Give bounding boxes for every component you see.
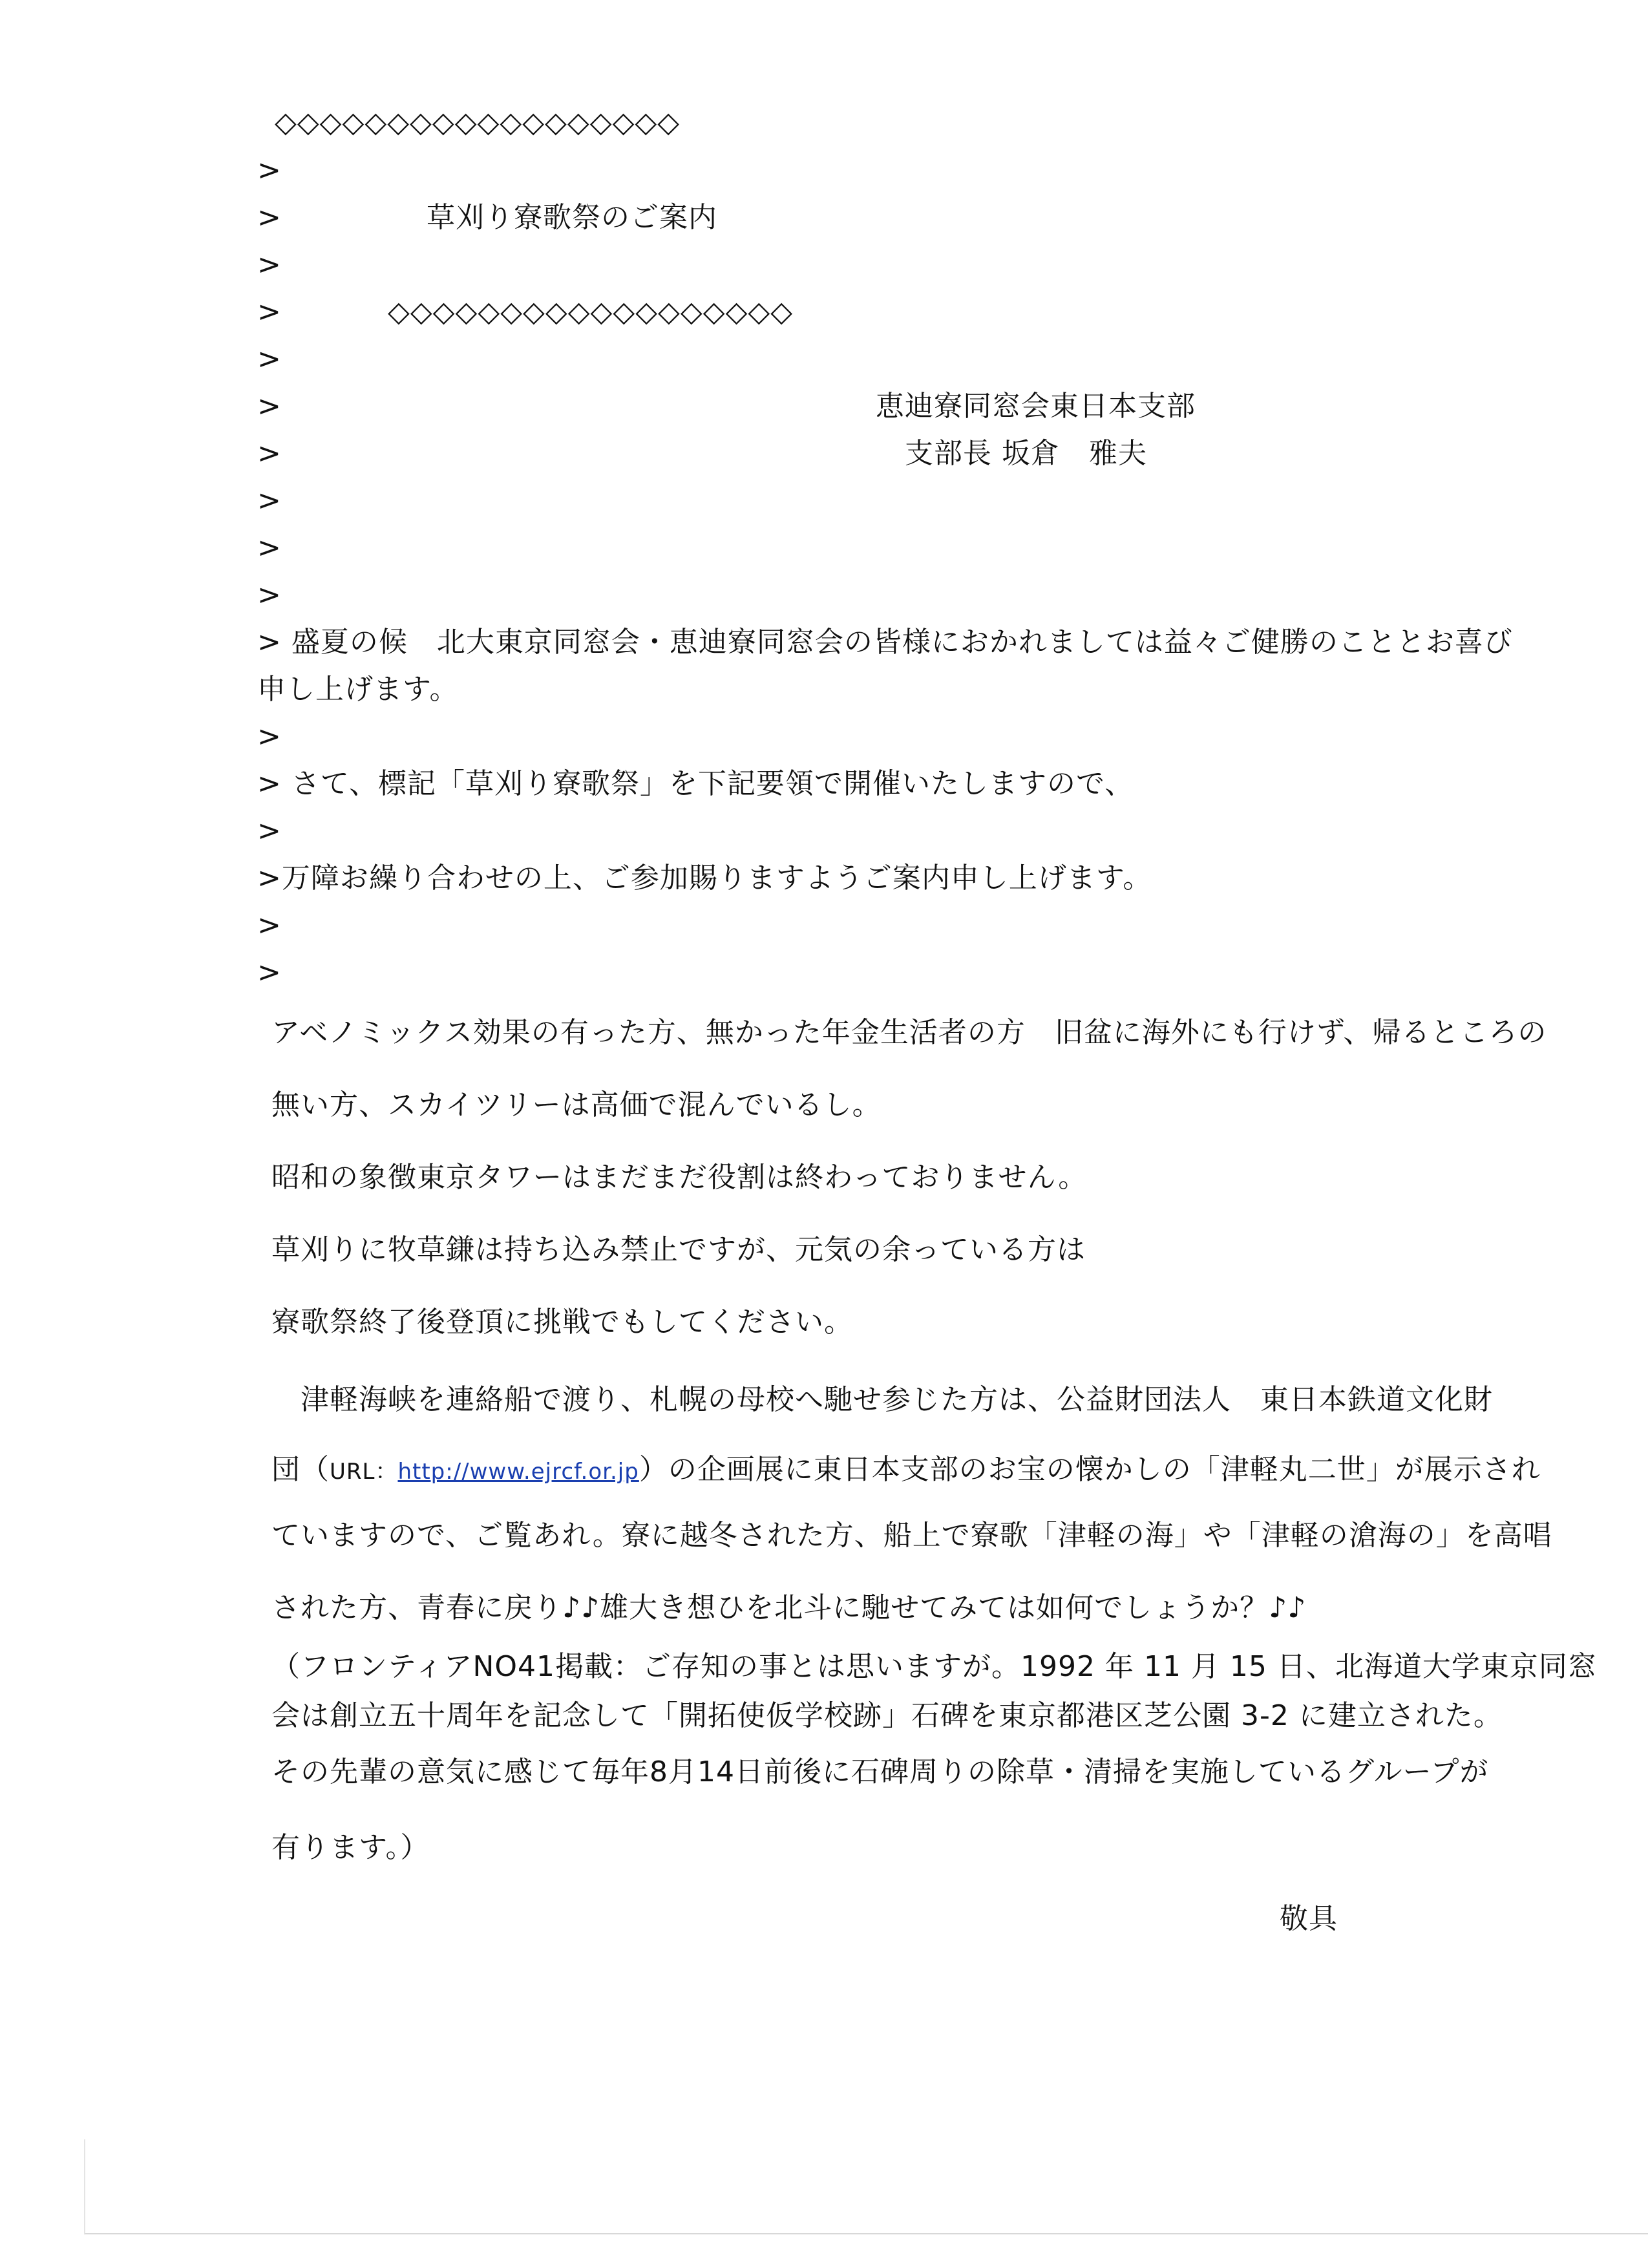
body-paragraph-with-link — [271, 1452, 1541, 1490]
sender-representative: 支部長 坂倉 雅夫 — [905, 437, 1147, 470]
greeting-line: >万障お繰り合わせの上、ご参加賜りますようご案内申し上げます。 — [257, 862, 1152, 895]
diamonds-mid: ◇◇◇◇◇◇◇◇◇◇◇◇◇◇◇◇◇◇ — [388, 295, 794, 328]
body-paragraph: 津軽海峡を連絡船で渡り、札幌の母校へ馳せ参じた方は、公益財団法人 東日本鉄道文化財 — [271, 1383, 1493, 1416]
quote-mark: > — [257, 154, 282, 187]
quote-mark: > — [257, 484, 282, 517]
url-link[interactable]: http://www.ejrcf.or.jp — [397, 1459, 639, 1485]
body-paragraph: 草刈りに牧草鎌は持ち込み禁止ですが、元気の余っている方は — [271, 1233, 1086, 1266]
greeting-line: > さて、標記「草刈り寮歌祭」を下記要領で開催いたしますので、 — [257, 767, 1134, 800]
quote-mark: > — [257, 248, 282, 281]
sender-organization: 恵迪寮同窓会東日本支部 — [876, 390, 1196, 423]
quote-mark: > — [257, 956, 282, 989]
body-text: 団（ — [271, 1453, 330, 1486]
quote-mark: > — [257, 909, 282, 942]
body-paragraph: （フロンティアNO41掲載：ご存知の事とは思いますが。1992 年 11 月 15 日、北海道大学東京同窓 — [271, 1650, 1597, 1683]
quote-mark: > — [257, 531, 282, 564]
body-paragraph: ていますので、ご覧あれ。寮に越冬された方、船上で寮歌「津軽の海」や「津軽の滄海の」を高唱 — [271, 1519, 1552, 1552]
body-paragraph: された方、青春に戻り♪♪雄大き想ひを北斗に馳せてみては如何でしょうか？♪♪ — [271, 1591, 1307, 1624]
page-title: 草刈り寮歌祭のご案内 — [427, 201, 717, 234]
quote-mark: > — [257, 437, 282, 470]
greeting-line: > 盛夏の候 北大東京同窓会・恵迪寮同窓会の皆様におかれましては益々ご健勝のこととお喜び — [257, 626, 1513, 659]
quote-mark: > — [257, 578, 282, 611]
body-paragraph: アベノミックス効果の有った方、無かった年金生活者の方 旧盆に海外にも行けず、帰るところの — [271, 1016, 1547, 1049]
quote-mark: > — [257, 390, 282, 423]
body-paragraph: その先輩の意気に感じて毎年8月14日前後に石碑周りの除草・清掃を実施しているグループが — [271, 1755, 1489, 1788]
diamonds-top: ◇◇◇◇◇◇◇◇◇◇◇◇◇◇◇◇◇◇ — [275, 106, 681, 139]
quote-mark: > — [257, 814, 282, 847]
body-paragraph: 昭和の象徴東京タワーはまだまだ役割は終わっておりません。 — [271, 1161, 1088, 1194]
body-paragraph: 寮歌祭終了後登頂に挑戦でもしてください。 — [271, 1306, 853, 1339]
url-label: URL： — [330, 1459, 398, 1485]
body-paragraph: 無い方、スカイツリーは高価で混んでいるし。 — [271, 1088, 882, 1121]
body-text: ）の企画展に東日本支部のお宝の懐かしの「津軽丸二世」が展示され — [639, 1453, 1541, 1486]
quote-mark: > — [257, 295, 282, 328]
quote-mark: > — [257, 343, 282, 376]
greeting-line: 申し上げます。 — [257, 673, 459, 706]
closing-text: 敬具 — [1280, 1902, 1338, 1935]
quote-mark: > — [257, 720, 282, 753]
quote-mark: > — [257, 201, 282, 234]
scan-edge-left — [84, 2139, 85, 2234]
scan-edge-bottom — [84, 2233, 1648, 2234]
body-paragraph: 会は創立五十周年を記念して「開拓使仮学校跡」石碑を東京都港区芝公園 3-2 に建立された。 — [271, 1699, 1503, 1732]
body-paragraph: 有ります。） — [271, 1831, 430, 1864]
